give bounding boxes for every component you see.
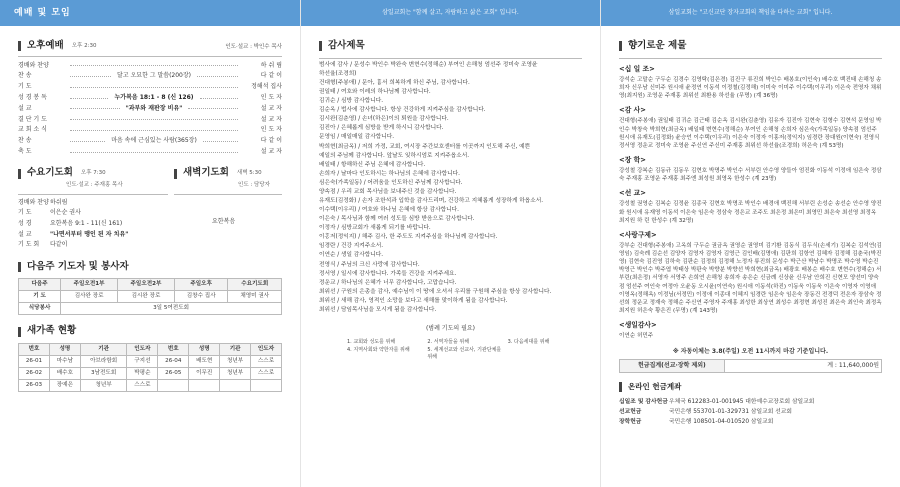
newfamily-table — [18, 343, 282, 392]
order-person: 설 교 자 — [260, 115, 282, 123]
account-number: 국민은행 553701-01-329731 삼일교회 선교회 — [669, 408, 792, 415]
order-label: 기 도 — [18, 83, 32, 91]
newfamily-section — [18, 325, 282, 392]
account-kind: 십일조 및 감사헌금 — [619, 398, 668, 405]
wednesday-value: 하쉬림 — [50, 198, 68, 206]
newfamily-cell: 이무진 — [189, 368, 220, 380]
dawn-time: 새벽 5:30 — [236, 170, 262, 177]
panel1-header-bar — [0, 0, 300, 26]
thanks-item: 정서영 / 일시에 감사합니다. 가족들 건강을 지켜주세요. — [319, 270, 457, 277]
volunteers-section — [18, 261, 282, 316]
newfamily-cell: 3남전도회 — [80, 368, 127, 380]
service-order-row — [18, 82, 282, 93]
section-marker — [18, 169, 21, 179]
wednesday-row — [18, 208, 168, 219]
volunteer-cell: 김시완 장로 — [118, 291, 175, 303]
order-label: 결 단 기 도 — [18, 115, 47, 123]
thanks-item: 심은숙(가족일동) / 어려움을 인도하신 주님께 감사합니다. — [319, 179, 463, 186]
dawn-title: 새벽기도회 — [183, 167, 229, 179]
volunteer-cell: 김사완 장로 — [61, 291, 118, 303]
order-label: 교 회 소 식 — [18, 126, 47, 134]
section-marker — [319, 41, 322, 51]
thanks-item: 전영식 / 주님의 크신 사랑에 감사합니다. — [319, 261, 420, 268]
accounts-section — [619, 382, 882, 427]
service-order-row — [18, 147, 282, 158]
leader-dots — [200, 98, 238, 99]
account-kind: 장학헌금 — [619, 418, 642, 425]
offering-heading: <선 교> — [619, 189, 646, 198]
thanks-item: 김순옥 / 법사에 감사합니다. 항상 건강하게 지켜주심을 감사합니다. — [319, 107, 486, 114]
leader-dots — [70, 98, 108, 99]
wednesday-row — [18, 240, 168, 251]
dawn-leader: 인도 : 담당자 — [238, 182, 270, 189]
order-label: 설 교 — [18, 104, 32, 112]
thanks-item: 양속점 / 우리 교회 목사님을 보내주신 것을 감사합니다. — [319, 188, 457, 195]
newfamily-cell: 배도현 — [189, 356, 220, 368]
newfamily-cell: 청년부 — [220, 368, 251, 380]
newfamily-cell: 스스로 — [251, 356, 282, 368]
wednesday-label: 기 도 — [18, 209, 32, 217]
wednesday-row — [18, 198, 168, 209]
volunteer-header: 다음주 — [19, 279, 61, 291]
newfamily-title: 새가족 현황 — [27, 325, 77, 337]
panel3-header-bar — [601, 0, 900, 26]
order-item: 달고 오묘한 그 말씀(200장) — [116, 72, 192, 80]
thanks-list — [319, 62, 582, 315]
offering-list — [619, 65, 882, 340]
thanks-item: 이홍저(정익지) / 해주 김사, 한 주도도 지켜주심을 하나님께 감사합니다. — [319, 234, 498, 241]
divider — [619, 58, 882, 59]
legend-item: 3. 다음세대를 위해 — [507, 338, 550, 345]
order-person: 인 도 자 — [260, 93, 282, 101]
newfamily-cell: 스스로 — [251, 368, 282, 380]
leader-dots — [70, 152, 238, 153]
table-row — [19, 380, 282, 392]
newfamily-cell: 청년부 — [80, 380, 127, 392]
total-table — [619, 359, 882, 373]
service-order-row — [18, 114, 282, 125]
service-order-row — [18, 103, 282, 114]
newfamily-cell — [220, 380, 251, 392]
thanks-item: 손희자 / 날마다 인도하시는 하나님의 은혜에 감사합니다. — [319, 170, 460, 177]
newfamily-cell — [158, 380, 189, 392]
offering-names: 건대형(주봉애) 권일태 김귀순 김근태 김순옥 김시완(김춘영) 김유자 김진아 김현숙 김형수 김현석 문영임 박인수 박창숙 박희현(최금옥) 배일태 변현수(정해순) 부여인 손해청 손희자 심은숙(가족일동) 양속점 엄선주 원시애 유재도(김정화) 윤승언 이수택(이우리) 이은숙 이정자 이홍저(정익지) 임경란 장대원(이현숙) 전영식 정서영 정운교 정미숙 조영윤 주신연 주신미 주재홍 최위선 하선율(조경희) 허은숙 (계 53명) — [619, 118, 882, 149]
volunteer-header: 주일오후 — [174, 279, 228, 291]
thanks-item: 배일태 / 항해하신 주님 은혜에 감사합니다. — [319, 161, 426, 168]
divider — [319, 58, 582, 59]
wednesday-value: "나면서부터 맹인 된 자 치유" — [50, 230, 129, 238]
leader-dots — [70, 141, 105, 142]
meal-value: 3일 5여전도회 — [61, 303, 282, 315]
section-marker — [18, 41, 21, 51]
service-order-row — [18, 125, 282, 136]
panel1-title: 예배 및 모임 — [14, 7, 71, 18]
newfamily-header: 인도자 — [251, 344, 282, 356]
service-order-row — [18, 93, 282, 104]
wednesday-order — [18, 198, 168, 251]
account-row — [619, 397, 882, 407]
offering-panel — [600, 0, 900, 487]
wednesday-value: 요한복음 9:1 - 11(신 161) — [50, 220, 123, 228]
afternoon-time: 오후 2:30 — [71, 42, 97, 49]
divider — [174, 194, 282, 195]
order-label: 축 도 — [18, 147, 32, 155]
newfamily-cell — [251, 380, 282, 392]
wednesday-time: 오후 7:30 — [80, 170, 106, 177]
leader-dots — [70, 108, 120, 109]
newfamily-cell: 26-01 — [19, 356, 50, 368]
wednesday-value: 다같이 — [50, 241, 68, 249]
legend-item — [508, 347, 582, 361]
order-person: 설 교 자 — [260, 147, 282, 155]
wednesday-value: 이은순 권사 — [50, 209, 81, 217]
legend-item: 1. 교회와 성도를 위해 — [347, 338, 396, 345]
thanks-item: 최위선 / 담임목사님을 모시게 됨을 감사합니다. — [319, 306, 437, 313]
thanks-item: 권일태 / 여호와 이레의 하나님께 감사합니다. — [319, 89, 431, 96]
volunteer-row-label: 기 도 — [19, 291, 61, 303]
panel2-header-bar — [301, 0, 600, 26]
newfamily-cell: 구지선 — [127, 356, 158, 368]
table-row — [19, 368, 282, 380]
wednesday-label: 성 경 — [18, 220, 32, 228]
leader-dots — [70, 87, 238, 88]
thanks-item: 이수택(이우리) / 여호와 하나님 은혜에 항상 감사합니다. — [319, 207, 459, 214]
wednesday-section — [18, 167, 168, 250]
leader-dots — [70, 130, 238, 131]
newfamily-cell: 26-04 — [158, 356, 189, 368]
divider — [18, 194, 168, 195]
newfamily-cell: 박평순 — [127, 368, 158, 380]
leader-dots — [70, 65, 238, 66]
legend-item: 2. 서역자들을 위해 — [427, 338, 470, 345]
auto-transfer-note: ※ 자동이체는 3.8(주일) 오전 11시까지 마감 기준입니다. — [672, 348, 829, 356]
section-marker — [619, 41, 622, 51]
total-label: 헌금집계(선교·장학 제외) — [620, 360, 725, 373]
thanks-item: 김시완(김춘영) / 손녀(하은)이의 퇴원을 감사합니다. — [319, 116, 449, 123]
account-list — [619, 397, 882, 427]
wednesday-title: 수요기도회 — [27, 167, 73, 179]
section-marker — [174, 169, 177, 179]
offering-title: 향기로운 제물 — [628, 40, 687, 51]
newfamily-cell: 청년부 — [220, 356, 251, 368]
offering-names: 강성철 권영순 김복순 김정윤 김종국 김현호 박명조 박인수 배경애 백진해 서부린 손성순 송선순 안수영 양진화 원시애 유재영 이동석 이은숙 임은숙 정삼숙 정은교 조주도 최은정 최은미 최영민 최은숙 최선영 최정옥 최지원 하 린 한성수 (계 32명) — [619, 201, 882, 224]
account-row — [619, 417, 882, 427]
wednesday-label: 경배와 찬양 — [18, 198, 49, 206]
newfamily-cell: 스스로 — [127, 380, 158, 392]
leader-dots — [197, 76, 238, 77]
newfamily-cell: 장예은 — [49, 380, 80, 392]
newfamily-header: 성명 — [189, 344, 220, 356]
thanks-item: 문영임 / 매일매일 감사합니다. — [319, 134, 395, 141]
wednesday-label: 기 도 회 — [18, 241, 40, 249]
newfamily-header: 번호 — [19, 344, 50, 356]
order-item: 누가복음 18:1 - 8 (신 126) — [114, 93, 194, 101]
offering-heading: <사랑구제> — [619, 230, 657, 239]
volunteer-header: 주일오전1부 — [61, 279, 118, 291]
volunteers-table — [18, 278, 282, 315]
newfamily-cell: 26-02 — [19, 368, 50, 380]
dawn-section — [174, 167, 282, 250]
thanks-item: 최위선 / 구원의 은총을 감사, 예수님이 이 땅에 오셔서 우리를 구원해 주심을 항상 감사합니다. — [319, 288, 552, 295]
volunteer-cell: 김창수 집사 — [174, 291, 228, 303]
volunteers-title: 다음주 기도자 및 봉사자 — [27, 260, 129, 272]
afternoon-leader: 인도·설교 : 박인수 목사 — [225, 43, 282, 50]
dawn-book: 요한복음 — [212, 217, 236, 225]
order-person: 인 도 자 — [260, 126, 282, 134]
order-item: 마음 속에 근심있는 사람(365장) — [111, 137, 197, 145]
wednesday-row — [18, 229, 168, 240]
wednesday-leader: 인도·설교 : 주재홍 목사 — [66, 182, 123, 189]
wednesday-label: 설 교 — [18, 230, 32, 238]
thanks-item: 하선율(조경희) — [319, 70, 357, 77]
account-number: 우체국 612283-01-001945 대한예수교장로회 삼일교회 — [669, 398, 815, 405]
newfamily-cell: 26-05 — [158, 368, 189, 380]
newfamily-cell: 배수호 — [49, 368, 80, 380]
order-person: 하 쉬 림 — [260, 61, 282, 69]
order-person: 정해석 집사 — [251, 83, 282, 91]
service-order-row — [18, 71, 282, 82]
offering-heading: <장 학> — [619, 155, 646, 164]
account-row — [619, 407, 882, 417]
newfamily-header: 기관 — [80, 344, 127, 356]
leader-dots — [203, 141, 238, 142]
offering-names: 이연순 허민주 — [619, 333, 654, 340]
thanks-item: 이은숙 / 목사님과 함께 여러 성도들 심방 받음으로 감사합니다. — [319, 216, 475, 223]
table-row — [19, 356, 282, 368]
order-label: 성 경 봉 독 — [18, 93, 47, 101]
section-marker — [619, 382, 622, 392]
thanks-item: 최위선 / 새해 감사, 영적인 소망을 보다고 새해를 맞이하게 됨을 감사합니다. — [319, 297, 508, 304]
wednesday-row — [18, 219, 168, 230]
thanks-item: 김진아 / 은혜롭게 심방을 받게 하시니 감사합니다. — [319, 125, 444, 132]
volunteer-header: 주일오전2부 — [118, 279, 175, 291]
account-title: 온라인 헌금계좌 — [628, 382, 682, 392]
afternoon-title: 오후예배 — [27, 40, 64, 51]
order-label: 찬 송 — [18, 137, 32, 145]
thanks-item: 예일의 주님께 감사합니다. 앞날도 잊하시엄로 지켜주옵소서. — [319, 152, 470, 159]
thanks-item: 김귀순 / 심방 감사합니다. — [319, 98, 384, 105]
newfamily-header: 성명 — [49, 344, 80, 356]
thanks-item: 이연순 / 생일 감사합니다. — [319, 252, 384, 259]
newfamily-header: 인도자 — [127, 344, 158, 356]
leader-dots — [70, 76, 111, 77]
account-kind: 선교헌금 — [619, 408, 642, 415]
prayer-legend — [319, 339, 582, 361]
thanks-panel — [300, 0, 600, 487]
order-item: "과부와 재판장 비유" — [125, 104, 183, 112]
worship-panel — [0, 0, 300, 487]
offering-heading: <생일감사> — [619, 320, 657, 329]
order-label: 찬 송 — [18, 72, 32, 80]
section-marker — [18, 262, 21, 272]
offering-names: 강석순 고말순 구두순 김경수 김영탁(김은경) 김진구 류진희 박인수 배봉호(이인숙) 배수호 백진태 손해청 송희자 신우남 신미주 원시애 윤정연 이동석 이정철(김정해) 이미숙 이미주 이수택(이우리) 이은숙 전영자 채위영(최지원) 조영운 주재홍 최위선 최환용 하선율 (무명) (계 36명) — [619, 76, 882, 100]
thanks-item: 이정자 / 심방교회가 새롭게 되기를 바랍니다. — [319, 225, 431, 232]
afternoon-order — [18, 60, 282, 157]
meal-label: 식당봉사 — [19, 303, 61, 315]
offering-names: 강성철 강복순 김동규 김동우 김현호 박명주 박인수 서부린 안수영 양들아 엄진화 이동석 이정애 임은숙 정삼숙 주재홍 조영운 주재홍 최주엔 최성원 최영옥 한성수 (계 23명) — [619, 168, 882, 183]
panel2-motto: 삼일교회는 "함께 살고, 자람하고 삶은 교회" 입니다. — [382, 8, 519, 16]
volunteer-header: 수요기도회 — [228, 279, 282, 291]
account-number: 국민은행 108501-04-010520 삼일교회 — [669, 418, 774, 425]
offering-names: 강부순 건대형(주봉애) 고옥희 구두순 권금옥 권영순 권영미 김기환 김동식 김두식(손세기) 김복순 김석연(김영임) 김숙례 김순선 김양자 김영자 김영자 김영근 김인배(김명애) 김판희 김항연 김혜자 김정해 김춘국(박진영) 김현숙 김진영 김하숙 김판순 김정희 김정해 노정자 류진희 문성수 박근산 박남수 박명조 박수영 박순진 박영근 박인수 박주엽 박태상 박판숙 박향분 박향선 박희현(최금옥) 배광호 배봉순 배수호 변현수(정해순) 서부린(최은정) 서영자 서영주 손희연 손해청 송희자 송은순 신금례 신상윤 신우남 안희진 신현모 양선미 양숙점 엄선주 여인숙 여정아 오윤동 오시윤(이연숙) 원시애 이동석(하진) 이동욱 이동욱 이은숙 이영자 이영애 이영옥(정해옥) 이정님(서정민) 이정애 이종대 이혜지 임경란 임은숙 임은숙 장동건 전경덕 전은자 장삼숙 정선희 정운교 정재숙 정해순 주신연 주영자 주재홍 최성한 최상연 최성수 최정현 최성진 최은숙 최인숙 최정옥 최지원 허은숙 황은진 (무명) (계 143명) — [619, 242, 882, 314]
divider — [18, 56, 282, 57]
legend-item: 5. 세계선교와 선교사, 기관단체를 위해 — [427, 347, 502, 361]
newfamily-cell: 아브라함회 — [80, 356, 127, 368]
section-marker — [18, 327, 21, 337]
total-value: 계 : 11,640,000원 — [724, 360, 881, 373]
thanks-title: 감사제목 — [328, 40, 365, 51]
order-person: 다 같 이 — [260, 72, 282, 80]
leader-dots — [188, 108, 238, 109]
newfamily-cell — [189, 380, 220, 392]
order-person: 다 같 이 — [260, 137, 282, 145]
thanks-item: 정운교 / 하나님의 은혜가 너무 감사합니다, 고맙습니다. — [319, 279, 457, 286]
service-order-row — [18, 136, 282, 147]
panel3-motto: 삼일교회는 "고신교단 장자교회의 책임을 다하는 교회" 입니다. — [668, 8, 833, 16]
leader-dots — [70, 119, 238, 120]
order-label: 경배와 찬양 — [18, 61, 49, 69]
thanks-item: 범사에 감사 / 문성수 박인수 박완숙 변현수(정해순) 부여인 손해청 엄선주 정미숙 조영윤 — [319, 61, 538, 68]
legend-item: 4. 지역사회와 약한자를 위해 — [347, 347, 410, 354]
thanks-item: 건대형(주봉애) / 문아, 흉서 희복하게 하신 주님, 감사합니다. — [319, 79, 470, 86]
thanks-item: 임경란 / 건강 지켜주소서. — [319, 243, 384, 250]
thanks-item: 박희현(최금옥) / 저희 가정, 교회, 여시장 주간보호센터를 이곳까지 인도해 주신, 예쁜 — [319, 143, 531, 150]
order-person: 설 교 자 — [260, 104, 282, 112]
legend-title: (범례 기도의 필요) — [425, 324, 476, 332]
offering-heading: <감 사> — [619, 106, 646, 115]
newfamily-header: 번호 — [158, 344, 189, 356]
service-order-row — [18, 60, 282, 71]
volunteer-cell: 채영미 권사 — [228, 291, 282, 303]
newfamily-cell: 마수남 — [49, 356, 80, 368]
newfamily-header: 기관 — [220, 344, 251, 356]
newfamily-cell: 26-03 — [19, 380, 50, 392]
offering-heading: <십 일 조> — [619, 64, 655, 73]
thanks-item: 유재도(김정화) / 손자 조한석과 입학을 감사드리며, 건강하고 지혜롭게 성장하게 하옵소서. — [319, 197, 544, 204]
